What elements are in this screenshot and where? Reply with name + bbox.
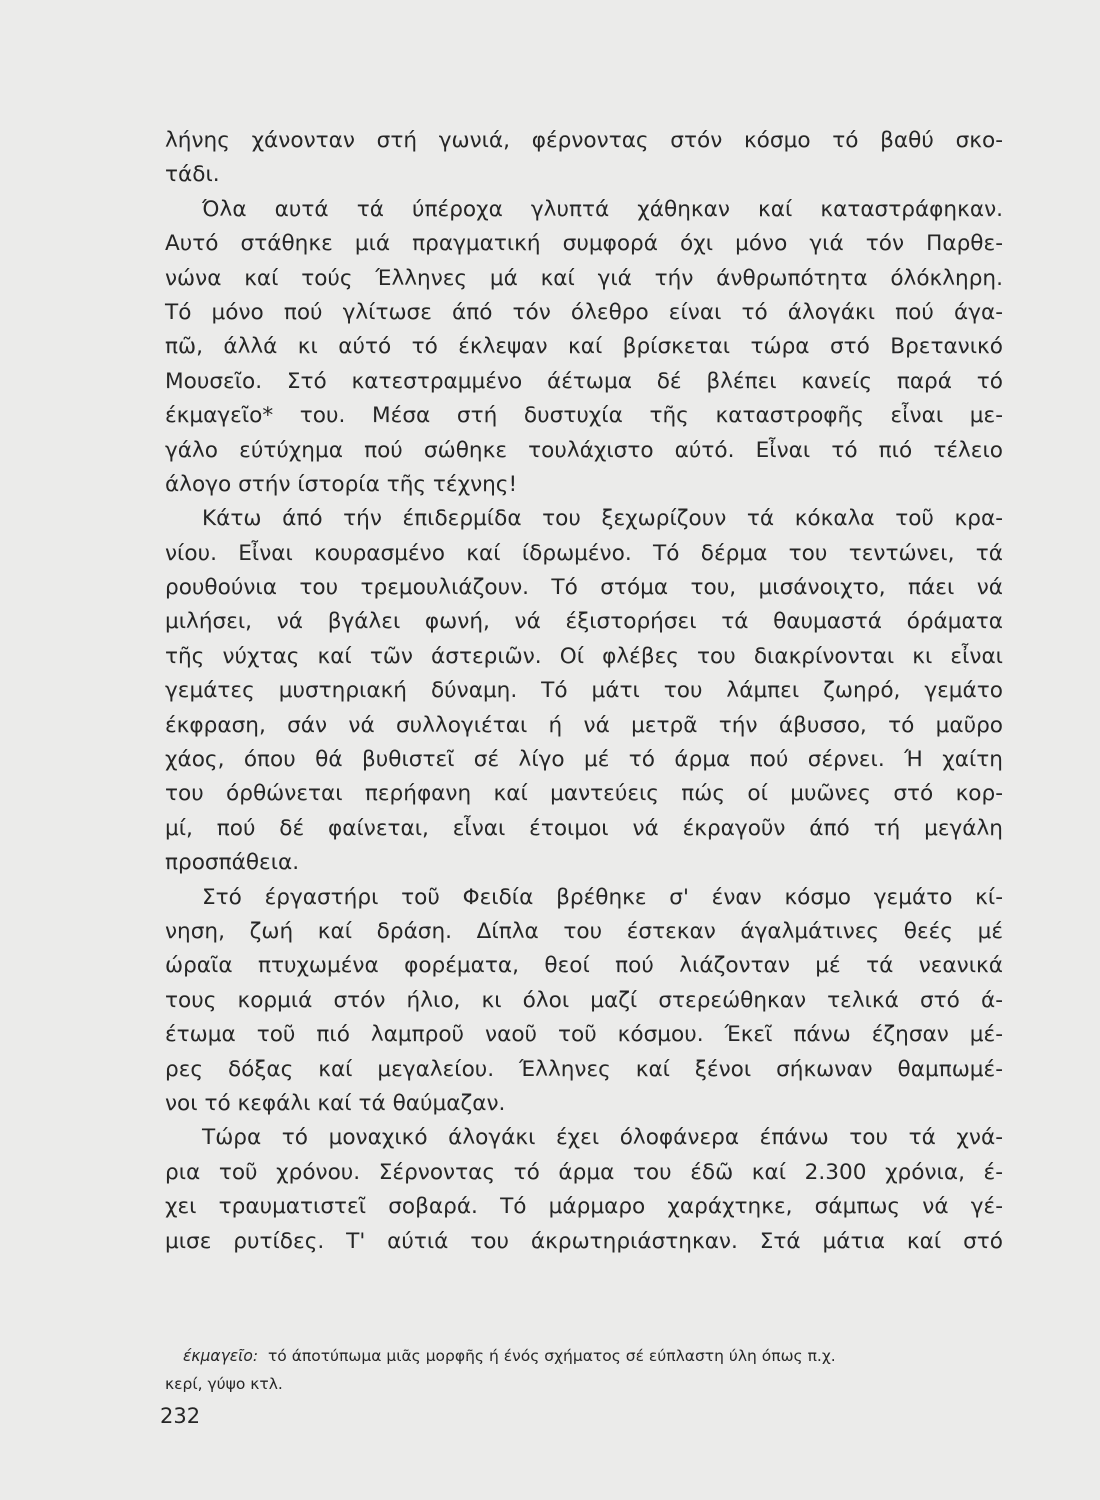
text-line: γάλο εύτύχημα πού σώθηκε τουλάχιστο αύτό. Εἶναι τό πιό τέλειο — [165, 437, 1003, 463]
footnote-text: τό άποτύπωμα μιᾶς μορφῆς ή ένός σχήματος σέ εύπλαστη ύλη όπως π.χ. — [267, 1347, 836, 1365]
text-line: Τώρα τό μοναχικό άλογάκι έχει όλοφάνερα έπάνω του τά χνά- — [202, 1125, 1003, 1151]
body-text — [165, 124, 1003, 1259]
text-line: έτωμα τοῦ πιό λαμπροῦ ναοῦ τοῦ κόσμου. Έκεῖ πάνω έζησαν μέ- — [165, 1022, 1003, 1048]
text-line: λήνης χάνονταν στή γωνιά, φέρνοντας στόν κόσμο τό βαθύ σκο- — [165, 128, 1003, 153]
footnote — [165, 1342, 1003, 1398]
text-line: Στό έργαστήρι τοῦ Φειδία βρέθηκε σ' έναν κόσμο γεμάτο κί- — [202, 884, 1003, 910]
text-line: Μουσεῖο. Στό κατεστραμμένο άέτωμα δέ βλέπει κανείς παρά τό — [165, 368, 1003, 394]
text-line: γεμάτες μυστηριακή δύναμη. Τό μάτι του λάμπει ζωηρό, γεμάτο — [165, 678, 1003, 704]
text-line: Τό μόνο πού γλίτωσε άπό τόν όλεθρο είναι τό άλογάκι πού άγα- — [165, 299, 1003, 325]
text-line: του όρθώνεται περήφανη καί μαντεύεις πώς οί μυῶνες στό κορ- — [165, 781, 1003, 807]
text-line: χάος, όπου θά βυθιστεῖ σέ λίγο μέ τό άρμα πού σέρνει. Ή χαίτη — [165, 747, 1003, 773]
text-line: μί, πού δέ φαίνεται, εἶναι έτοιμοι νά έκραγοῦν άπό τή μεγάλη — [165, 815, 1003, 841]
text-line: ρες δόξας καί μεγαλείου. Έλληνες καί ξένοι σήκωναν θαμπωμέ- — [165, 1056, 1003, 1082]
text-line: Κάτω άπό τήν έπιδερμίδα του ξεχωρίζουν τά κόκαλα τοῦ κρα- — [202, 506, 1003, 532]
text-line: ρουθούνια του τρεμουλιάζουν. Τό στόμα του, μισάνοιχτο, πάει νά — [165, 575, 1003, 601]
text-line: Αυτό στάθηκε μιά πραγματική συμφορά όχι μόνο γιά τόν Παρθε- — [165, 231, 1003, 257]
text-line: νηση, ζωή καί δράση. Δίπλα του έστεκαν άγαλμάτινες θεές μέ — [165, 918, 1003, 944]
text-line: νώνα καί τούς Έλληνες μά καί γιά τήν άνθρωπότητα όλόκληρη. — [165, 265, 1003, 291]
text-line: τους κορμιά στόν ήλιο, κι όλοι μαζί στερεώθηκαν τελικά στό ά- — [165, 987, 1003, 1013]
text-line: τάδι. — [165, 162, 220, 188]
footnote-line — [183, 1342, 1003, 1370]
footnote-term: έκμαγεῖο: — [183, 1347, 259, 1365]
text-line: ρια τοῦ χρόνου. Σέρνοντας τό άρμα του έδῶ καί 2.300 χρόνια, έ- — [165, 1159, 1003, 1185]
text-line: ώραῖα πτυχωμένα φορέματα, θεοί πού λιάζονταν μέ τά νεανικά — [165, 953, 1003, 979]
footnote-continuation: κερί, γύψο κτλ. — [165, 1375, 283, 1393]
page-number: 232 — [160, 1404, 201, 1428]
text-line: νοι τό κεφάλι καί τά θαύμαζαν. — [165, 1090, 506, 1116]
text-line: άλογο στήν ίστορία τῆς τέχνης! — [165, 471, 518, 497]
text-line: προσπάθεια. — [165, 850, 300, 876]
text-line: πῶ, άλλά κι αύτό τό έκλεψαν καί βρίσκεται τώρα στό Βρετανικό — [165, 334, 1003, 360]
text-line: μισε ρυτίδες. Τ' αύτιά του άκρωτηριάστηκαν. Στά μάτια καί στό — [165, 1228, 1003, 1254]
text-line: έκφραση, σάν νά συλλογιέται ή νά μετρᾶ τήν άβυσσο, τό μαῦρο — [165, 712, 1003, 738]
text-line: χει τραυματιστεῖ σοβαρά. Τό μάρμαρο χαράχτηκε, σάμπως νά γέ- — [165, 1194, 1003, 1220]
text-line: Όλα αυτά τά ύπέροχα γλυπτά χάθηκαν καί καταστράφηκαν. — [202, 196, 1003, 222]
text-line: τῆς νύχτας καί τῶν άστεριῶν. Οί φλέβες του διακρίνονται κι εἶναι — [165, 643, 1003, 669]
text-line: νίου. Εἶναι κουρασμένο καί ίδρωμένο. Τό δέρμα του τεντώνει, τά — [165, 540, 1003, 566]
text-line: έκμαγεῖο* του. Μέσα στή δυστυχία τῆς καταστροφῆς εἶναι με- — [165, 403, 1003, 429]
text-line: μιλήσει, νά βγάλει φωνή, νά έξιστορήσει τά θαυμαστά όράματα — [165, 609, 1003, 635]
